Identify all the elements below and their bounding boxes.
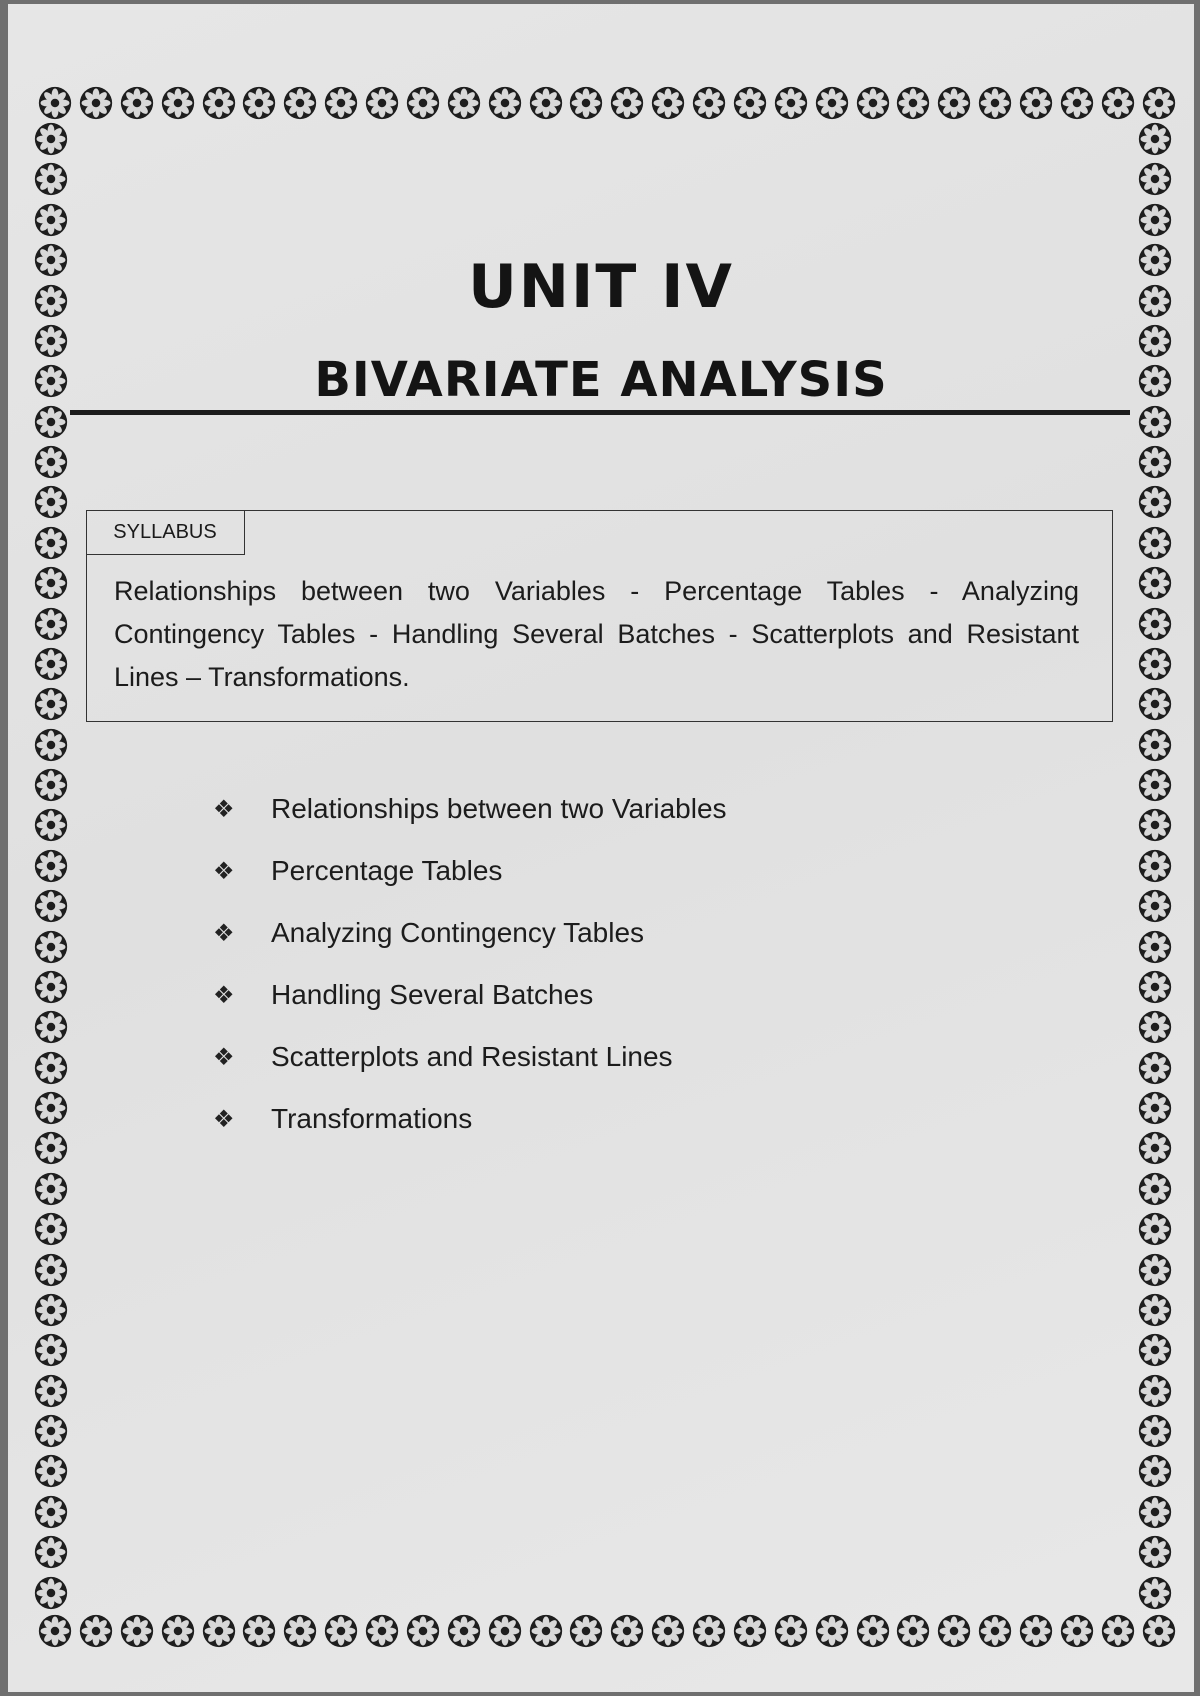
flower-icon: [1138, 1051, 1172, 1085]
flower-icon: [1138, 1091, 1172, 1125]
flower-icon: [34, 1576, 68, 1610]
page: [8, 4, 1194, 1692]
flower-icon: [120, 86, 154, 120]
flower-icon: [34, 1051, 68, 1085]
topic-list: [213, 778, 727, 1150]
flower-icon: [896, 86, 930, 120]
flower-icon: [1138, 647, 1172, 681]
flower-icon: [774, 1614, 808, 1648]
four-diamond-bullet-icon: ❖: [213, 981, 235, 1009]
flower-icon: [34, 526, 68, 560]
flower-icon: [815, 86, 849, 120]
flower-icon: [406, 1614, 440, 1648]
flower-icon: [1138, 607, 1172, 641]
flower-icon: [34, 203, 68, 237]
topic-label: Percentage Tables: [271, 855, 503, 886]
flower-icon: [1138, 768, 1172, 802]
flower-icon: [1138, 1212, 1172, 1246]
flower-icon: [1142, 1614, 1176, 1648]
syllabus-label: SYLLABUS: [86, 510, 245, 555]
flower-icon: [1138, 889, 1172, 923]
flower-icon: [34, 768, 68, 802]
flower-icon: [324, 1614, 358, 1648]
unit-title: UNIT IV: [468, 252, 734, 322]
flower-icon: [1019, 1614, 1053, 1648]
flower-icon: [34, 607, 68, 641]
flower-icon: [1138, 203, 1172, 237]
flower-icon: [120, 1614, 154, 1648]
flower-icon: [1060, 86, 1094, 120]
topic-label: Relationships between two Variables: [271, 793, 727, 824]
flower-icon: [34, 1495, 68, 1529]
flower-icon: [1019, 86, 1053, 120]
flower-icon: [1138, 1495, 1172, 1529]
flower-icon: [651, 1614, 685, 1648]
four-diamond-bullet-icon: ❖: [213, 1043, 235, 1071]
flower-icon: [1138, 485, 1172, 519]
flower-icon: [34, 687, 68, 721]
flower-icon: [38, 86, 72, 120]
flower-icon: [569, 1614, 603, 1648]
flower-icon: [34, 930, 68, 964]
border-left: [30, 122, 72, 1610]
flower-icon: [34, 647, 68, 681]
flower-icon: [1138, 1535, 1172, 1569]
four-diamond-bullet-icon: ❖: [213, 795, 235, 823]
flower-icon: [365, 1614, 399, 1648]
list-item: [213, 778, 727, 840]
flower-icon: [610, 1614, 644, 1648]
four-diamond-bullet-icon: ❖: [213, 857, 235, 885]
flower-icon: [488, 1614, 522, 1648]
flower-icon: [856, 86, 890, 120]
border-top: [38, 82, 1176, 124]
flower-icon: [610, 86, 644, 120]
list-item: [213, 902, 727, 964]
flower-icon: [34, 1010, 68, 1044]
flower-icon: [34, 122, 68, 156]
flower-icon: [38, 1614, 72, 1648]
flower-icon: [774, 86, 808, 120]
flower-icon: [161, 86, 195, 120]
flower-icon: [733, 86, 767, 120]
list-item: [213, 964, 727, 1026]
four-diamond-bullet-icon: ❖: [213, 919, 235, 947]
flower-icon: [815, 1614, 849, 1648]
flower-icon: [447, 86, 481, 120]
topic-label: Handling Several Batches: [271, 979, 594, 1010]
flower-icon: [1138, 122, 1172, 156]
topic-label: Transformations: [271, 1103, 473, 1134]
flower-icon: [34, 808, 68, 842]
flower-icon: [283, 86, 317, 120]
list-item: [213, 840, 727, 902]
flower-icon: [161, 1614, 195, 1648]
list-item: [213, 1026, 727, 1088]
flower-icon: [242, 1614, 276, 1648]
flower-icon: [1138, 1010, 1172, 1044]
flower-icon: [569, 86, 603, 120]
flower-icon: [529, 1614, 563, 1648]
flower-icon: [1138, 566, 1172, 600]
flower-icon: [1138, 1374, 1172, 1408]
unit-subtitle: BIVARIATE ANALYSIS: [314, 352, 888, 408]
flower-icon: [1138, 1576, 1172, 1610]
title-rule: [70, 410, 1130, 415]
flower-icon: [651, 86, 685, 120]
border-bottom: [38, 1610, 1176, 1652]
flower-icon: [34, 445, 68, 479]
flower-icon: [1138, 1454, 1172, 1488]
flower-icon: [34, 1535, 68, 1569]
flower-icon: [34, 566, 68, 600]
flower-icon: [1138, 1414, 1172, 1448]
flower-icon: [1138, 1172, 1172, 1206]
flower-icon: [34, 849, 68, 883]
flower-icon: [34, 1293, 68, 1327]
flower-icon: [34, 1414, 68, 1448]
flower-icon: [856, 1614, 890, 1648]
flower-icon: [1101, 1614, 1135, 1648]
syllabus-text: Relationships between two Variables - Percentage Tables - Analyzing Contingency Tables - Handling Several Batches - Scatterplots and Resistant Lines – Transformations.: [114, 576, 1079, 692]
list-item: [213, 1088, 727, 1150]
flower-icon: [978, 86, 1012, 120]
flower-icon: [34, 728, 68, 762]
flower-icon: [34, 1454, 68, 1488]
flower-icon: [365, 86, 399, 120]
flower-icon: [34, 162, 68, 196]
flower-icon: [1138, 162, 1172, 196]
flower-icon: [202, 1614, 236, 1648]
flower-icon: [937, 86, 971, 120]
flower-icon: [1138, 808, 1172, 842]
flower-icon: [733, 1614, 767, 1648]
flower-icon: [34, 1131, 68, 1165]
flower-icon: [283, 1614, 317, 1648]
flower-icon: [34, 1212, 68, 1246]
topic-label: Analyzing Contingency Tables: [271, 917, 645, 948]
flower-icon: [896, 1614, 930, 1648]
flower-icon: [1138, 1131, 1172, 1165]
flower-icon: [1138, 930, 1172, 964]
flower-icon: [34, 1333, 68, 1367]
flower-icon: [34, 1172, 68, 1206]
flower-icon: [692, 86, 726, 120]
flower-icon: [34, 1253, 68, 1287]
flower-icon: [1138, 1253, 1172, 1287]
flower-icon: [79, 1614, 113, 1648]
flower-icon: [34, 1374, 68, 1408]
flower-icon: [1101, 86, 1135, 120]
flower-icon: [978, 1614, 1012, 1648]
flower-icon: [34, 485, 68, 519]
flower-icon: [1138, 687, 1172, 721]
flower-icon: [1138, 1333, 1172, 1367]
flower-icon: [202, 86, 236, 120]
flower-icon: [1138, 526, 1172, 560]
flower-icon: [1138, 445, 1172, 479]
flower-icon: [488, 86, 522, 120]
flower-icon: [692, 1614, 726, 1648]
flower-icon: [529, 86, 563, 120]
flower-icon: [1138, 728, 1172, 762]
flower-icon: [1142, 86, 1176, 120]
flower-icon: [324, 86, 358, 120]
four-diamond-bullet-icon: ❖: [213, 1105, 235, 1133]
flower-icon: [1060, 1614, 1094, 1648]
flower-icon: [1138, 970, 1172, 1004]
flower-icon: [34, 970, 68, 1004]
flower-icon: [1138, 405, 1172, 439]
border-right: [1134, 122, 1176, 1610]
flower-icon: [242, 86, 276, 120]
flower-icon: [34, 405, 68, 439]
flower-icon: [79, 86, 113, 120]
flower-icon: [447, 1614, 481, 1648]
flower-icon: [1138, 1293, 1172, 1327]
flower-icon: [937, 1614, 971, 1648]
topic-label: Scatterplots and Resistant Lines: [271, 1041, 673, 1072]
flower-icon: [34, 889, 68, 923]
flower-icon: [34, 1091, 68, 1125]
flower-icon: [406, 86, 440, 120]
flower-icon: [1138, 849, 1172, 883]
